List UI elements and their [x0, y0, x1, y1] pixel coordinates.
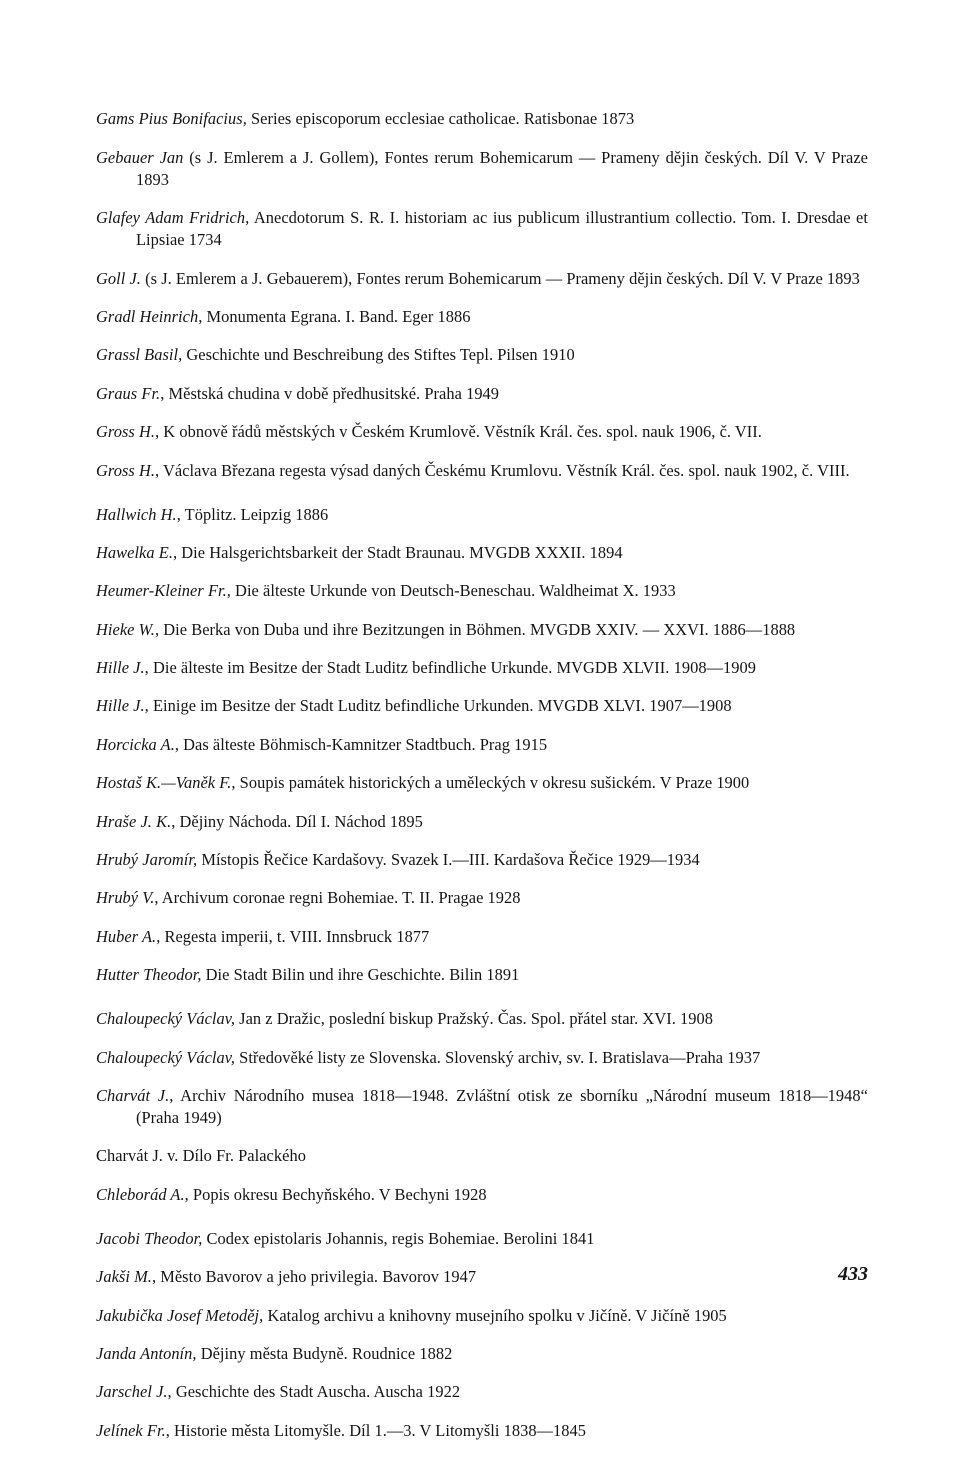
- entry-text: (s J. Emlerem a J. Gollem), Fontes rerum Bohemicarum — Prameny dějin českých. Díl V. V Praze 1893: [136, 147, 868, 189]
- entry-text: , Město Bavorov a jeho privilegia. Bavorov 1947: [151, 1267, 477, 1287]
- bibliography-entry: [96, 1343, 868, 1365]
- bibliography-entry: [96, 849, 868, 871]
- entry-author: Hostaš K.—Vaněk F.: [96, 773, 232, 793]
- bibliography-entry: [96, 1047, 868, 1069]
- entry-text: , Archivum coronae regni Bohemiae. T. II. Pragae 1928: [154, 888, 521, 908]
- bibliography-entry: [96, 1266, 868, 1288]
- bibliography-page: [96, 92, 868, 1458]
- entry-author: Horcicka A.: [96, 734, 175, 754]
- entry-author: Grassl Basil,: [96, 345, 183, 365]
- entry-text: , Městská chudina v době předhusitské. Praha 1949: [160, 383, 500, 403]
- bibliography-entry: [96, 619, 868, 641]
- bibliography-entry: [96, 1008, 868, 1030]
- bibliography-entry: [96, 1305, 868, 1327]
- entry-text: , Geschichte des Stadt Auscha. Auscha 1922: [167, 1382, 461, 1402]
- bibliography-group-ch: [96, 1008, 868, 1206]
- bibliography-entry: [96, 1145, 868, 1167]
- entry-text: , K obnově řádů městských v Českém Krumlově. Věstník Král. čes. spol. nauk 1906, č. VII.: [155, 422, 762, 442]
- entry-text: Monumenta Egrana. I. Band. Eger 1886: [202, 306, 471, 326]
- bibliography-entry: [96, 926, 868, 948]
- entry-author: Hieke W.: [96, 619, 155, 639]
- entry-text: , Regesta imperii, t. VIII. Innsbruck 1877: [156, 926, 430, 946]
- entry-text: Charvát J. v. Dílo Fr. Palackého: [96, 1146, 306, 1166]
- entry-author: Jakubička Josef Metoděj,: [96, 1305, 264, 1325]
- entry-text: , Popis okresu Bechyňského. V Bechyni 1928: [184, 1184, 487, 1204]
- entry-text: Katalog archivu a knihovny musejního spolku v Jičíně. V Jičíně 1905: [263, 1305, 727, 1325]
- bibliography-entry: [96, 504, 868, 526]
- entry-author: Janda Antonín,: [96, 1343, 197, 1363]
- bibliography-entry: [96, 1228, 868, 1250]
- entry-text: Series episcoporum ecclesiae catholicae. Ratisbonae 1873: [246, 109, 635, 129]
- bibliography-entry: [96, 344, 868, 366]
- entry-text: , Einige im Besitze der Stadt Luditz befindliche Urkunden. MVGDB XLVI. 1907—1908: [144, 696, 732, 716]
- entry-text: Středověké listy ze Slovenska. Slovenský archiv, sv. I. Bratislava—Praha 1937: [235, 1047, 761, 1067]
- entry-author: Hallwich H.: [96, 504, 177, 524]
- entry-author: Hille J.: [96, 658, 145, 678]
- entry-text: , Die Berka von Duba und ihre Bezitzungen in Böhmen. MVGDB XXIV. — XXVI. 1886—1888: [154, 619, 796, 639]
- entry-text: , Soupis památek historických a uměleckých v okresu sušickém. V Praze 1900: [231, 773, 750, 793]
- entry-author: Gradl Heinrich,: [96, 306, 203, 326]
- entry-author: Jarschel J.: [96, 1382, 168, 1402]
- entry-author: Glafey Adam Fridrich,: [96, 208, 250, 228]
- entry-author: Hawelka E.: [96, 542, 173, 562]
- entry-author: Hrubý V.: [96, 888, 155, 908]
- entry-author: Heumer-Kleiner Fr.: [96, 581, 227, 601]
- entry-author: Gams Pius Bonifacius,: [96, 109, 247, 129]
- bibliography-entry: [96, 887, 868, 909]
- entry-text: , Die Halsgerichtsbarkeit der Stadt Braunau. MVGDB XXXII. 1894: [172, 542, 623, 562]
- entry-text: Dějiny města Budyně. Roudnice 1882: [196, 1343, 453, 1363]
- bibliography-entry: [96, 207, 868, 251]
- entry-author: Jakši M.: [96, 1267, 152, 1287]
- bibliography-entry: [96, 383, 868, 405]
- bibliography-entry: [96, 1085, 868, 1129]
- entry-text: , Dějiny Náchoda. Díl I. Náchod 1895: [171, 811, 423, 831]
- entry-text: Jan z Dražic, poslední biskup Pražský. Čas. Spol. přátel star. XVI. 1908: [235, 1009, 713, 1029]
- entry-text: , Historie města Litomyšle. Díl 1.—3. V Litomyšli 1838—1845: [165, 1420, 587, 1440]
- entry-text: Geschichte und Beschreibung des Stiftes Tepl. Pilsen 1910: [182, 345, 575, 365]
- entry-text: Codex epistolaris Johannis, regis Bohemiae. Berolini 1841: [202, 1228, 595, 1248]
- entry-author: Hraše J. K.: [96, 811, 172, 831]
- bibliography-entry: [96, 1184, 868, 1206]
- bibliography-entry: [96, 542, 868, 564]
- entry-text: , Töplitz. Leipzig 1886: [176, 504, 329, 524]
- bibliography-entry: [96, 695, 868, 717]
- entry-text: Místopis Řečice Kardašovy. Svazek I.—III. Kardašova Řečice 1929—1934: [197, 850, 700, 870]
- entry-text: , Archiv Národního musea 1818—1948. Zvláštní otisk ze sborníku „Národní museum 1818—1948“ (Praha 1949): [136, 1085, 868, 1127]
- entry-author: Chaloupecký Václav,: [96, 1047, 235, 1067]
- entry-author: Graus Fr.: [96, 383, 161, 403]
- bibliography-entry: [96, 108, 868, 130]
- entry-author: Gross H.: [96, 422, 155, 442]
- entry-author: Jelínek Fr.: [96, 1420, 166, 1440]
- entry-author: Chleborád A.: [96, 1184, 185, 1204]
- entry-author: Huber A.: [96, 926, 157, 946]
- bibliography-entry: [96, 580, 868, 602]
- entry-author: Charvát J.: [96, 1085, 170, 1105]
- entry-text: , Die älteste Urkunde von Deutsch-Beneschau. Waldheimat X. 1933: [226, 581, 676, 601]
- entry-author: Goll J.: [96, 268, 141, 288]
- bibliography-entry: [96, 1381, 868, 1403]
- entry-author: Hille J.: [96, 696, 145, 716]
- entry-author: Chaloupecký Václav,: [96, 1009, 235, 1029]
- bibliography-entry: [96, 421, 868, 443]
- entry-text: (s J. Emlerem a J. Gebauerem), Fontes rerum Bohemicarum — Prameny dějin českých. Díl V. V Praze 1893: [140, 268, 860, 288]
- bibliography-entry: [96, 306, 868, 328]
- bibliography-entry: [96, 147, 868, 191]
- bibliography-group-j: [96, 1228, 868, 1442]
- entry-author: Gross H.: [96, 460, 155, 480]
- bibliography-group-g: [96, 108, 868, 481]
- entry-text: , Die älteste im Besitze der Stadt Luditz befindliche Urkunde. MVGDB XLVII. 1908—1909: [144, 658, 756, 678]
- bibliography-entry: [96, 811, 868, 833]
- entry-text: Die Stadt Bilin und ihre Geschichte. Bilin 1891: [201, 965, 520, 985]
- page-number: 433: [838, 1263, 868, 1285]
- bibliography-entry: [96, 734, 868, 756]
- entry-author: Hrubý Jaromír,: [96, 850, 198, 870]
- bibliography-entry: [96, 1420, 868, 1442]
- bibliography-group-h: [96, 504, 868, 987]
- bibliography-entry: [96, 268, 868, 290]
- entry-author: Hutter Theodor,: [96, 965, 202, 985]
- bibliography-entry: [96, 772, 868, 794]
- entry-author: Gebauer Jan: [96, 147, 184, 167]
- entry-text: , Das älteste Böhmisch-Kamnitzer Stadtbuch. Prag 1915: [174, 734, 548, 754]
- entry-text: Anecdotorum S. R. I. historiam ac ius publicum illustrantium collectio. Tom. I. Dresdae et Lipsiae 1734: [136, 208, 868, 250]
- entry-text: , Václava Březana regesta výsad daných Českému Krumlovu. Věstník Král. čes. spol. nauk 1902, č. VIII.: [155, 460, 850, 480]
- entry-author: Jacobi Theodor,: [96, 1228, 203, 1248]
- bibliography-entry: [96, 964, 868, 986]
- bibliography-entry: [96, 460, 868, 482]
- bibliography-entry: [96, 657, 868, 679]
